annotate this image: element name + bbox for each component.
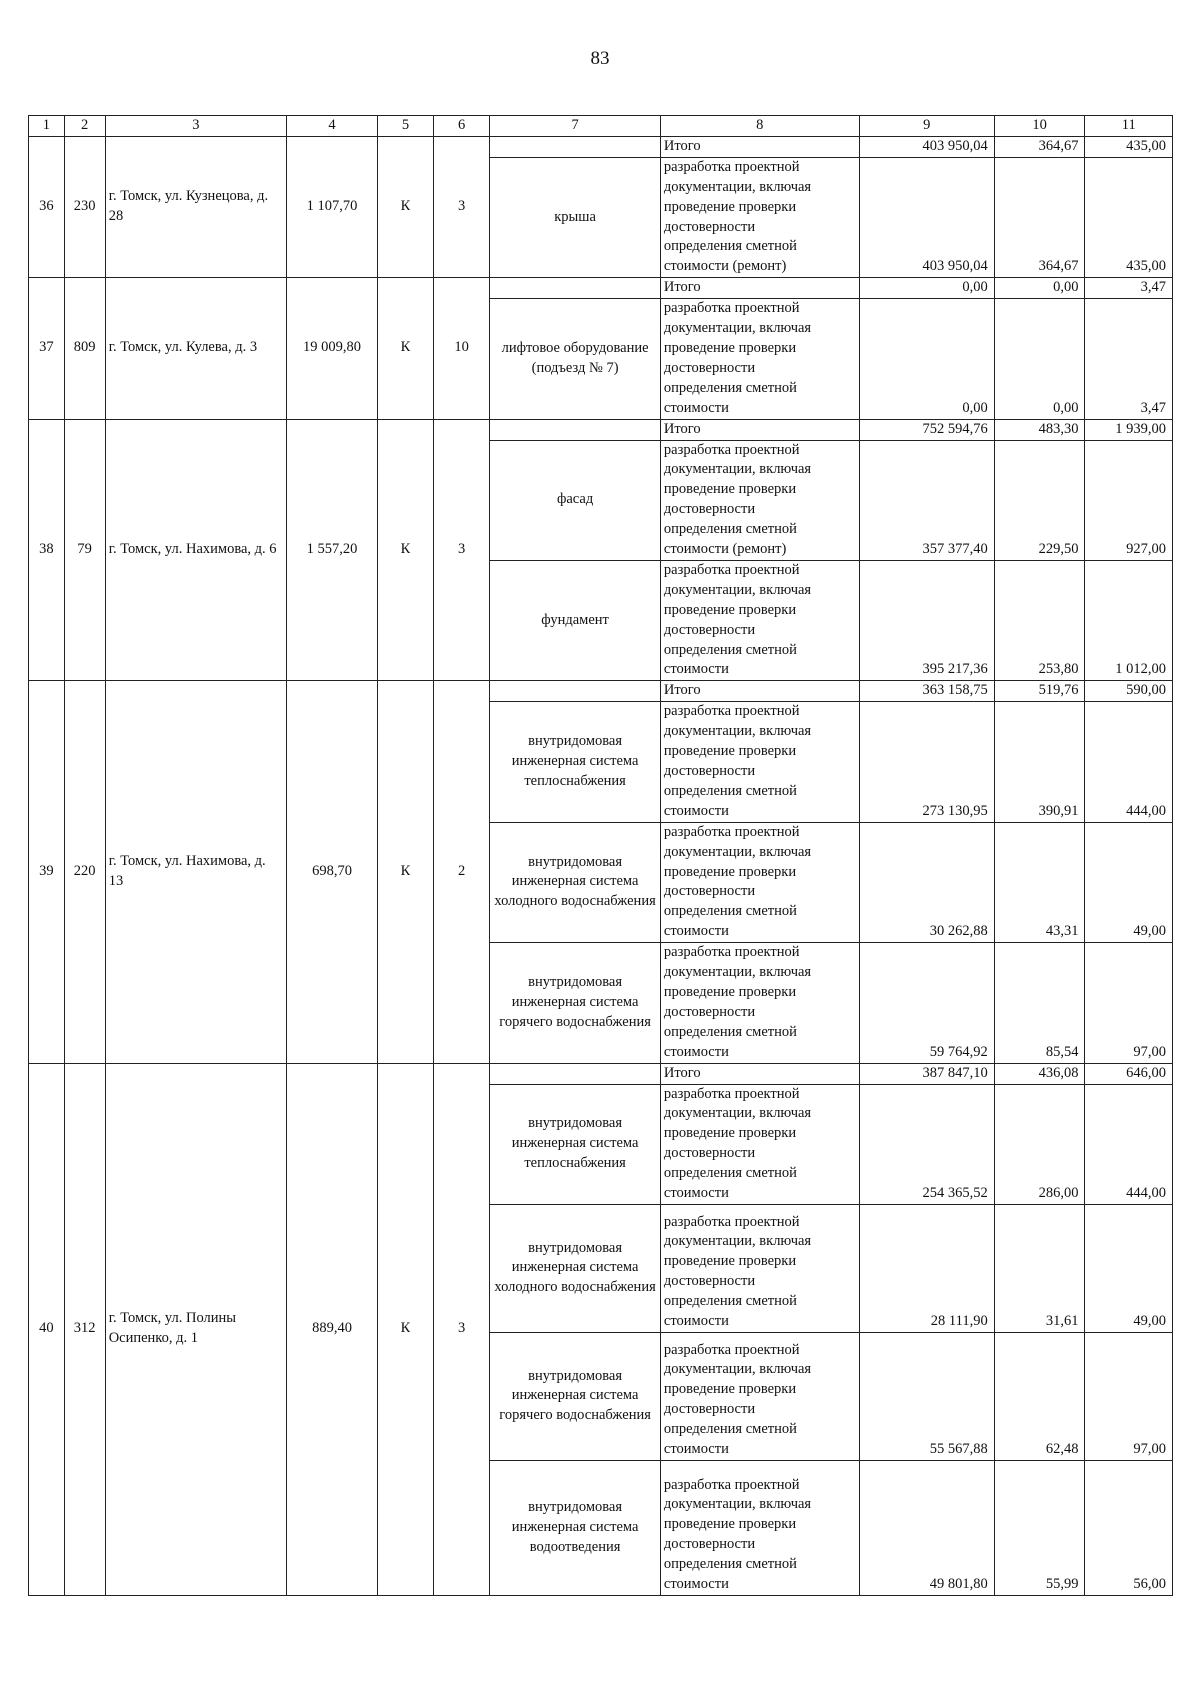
element-limit: 444,00 [1085, 702, 1173, 822]
element-cost-per-m2: 286,00 [994, 1084, 1085, 1204]
element-cost: 59 764,92 [859, 943, 994, 1063]
total-limit: 435,00 [1085, 136, 1173, 157]
column-header: 3 [105, 116, 286, 137]
column-header: 11 [1085, 116, 1173, 137]
total-limit: 3,47 [1085, 278, 1173, 299]
row-number: 38 [29, 419, 65, 681]
work-description: разработка проектной документации, включая проведение проверки достоверности определения сметной стоимости [660, 1204, 859, 1332]
element-cost-per-m2: 390,91 [994, 702, 1085, 822]
element-limit: 49,00 [1085, 822, 1173, 942]
total-cost: 752 594,76 [859, 419, 994, 440]
total-cost-per-m2: 0,00 [994, 278, 1085, 299]
element-cost-per-m2: 364,67 [994, 157, 1085, 277]
building-type: К [377, 419, 433, 681]
column-header: 2 [64, 116, 105, 137]
area: 1 107,70 [287, 136, 378, 277]
element-empty [490, 278, 661, 299]
element-cost-per-m2: 85,54 [994, 943, 1085, 1063]
works-table [28, 115, 1173, 1596]
element-limit: 97,00 [1085, 1332, 1173, 1460]
total-cost-per-m2: 519,76 [994, 681, 1085, 702]
column-header: 9 [859, 116, 994, 137]
itogo-label: Итого [660, 278, 859, 299]
column-header: 1 [29, 116, 65, 137]
itogo-label: Итого [660, 136, 859, 157]
work-description: разработка проектной документации, включая проведение проверки достоверности определения сметной стоимости (ремонт) [660, 157, 859, 277]
total-limit: 1 939,00 [1085, 419, 1173, 440]
work-description: разработка проектной документации, включая проведение проверки достоверности определения сметной стоимости [660, 1460, 859, 1595]
element-limit: 49,00 [1085, 1204, 1173, 1332]
total-cost: 403 950,04 [859, 136, 994, 157]
table-body [29, 116, 1173, 1596]
page-number: 83 [590, 48, 610, 69]
area: 19 009,80 [287, 278, 378, 419]
element-cost: 0,00 [859, 299, 994, 419]
object-id: 809 [64, 278, 105, 419]
element-cost: 395 217,36 [859, 560, 994, 680]
total-cost-per-m2: 483,30 [994, 419, 1085, 440]
element-limit: 1 012,00 [1085, 560, 1173, 680]
table-row-total [29, 136, 1173, 157]
total-cost: 363 158,75 [859, 681, 994, 702]
total-cost-per-m2: 436,08 [994, 1063, 1085, 1084]
element-name: внутридомовая инженерная система водоотведения [490, 1460, 661, 1595]
itogo-label: Итого [660, 1063, 859, 1084]
element-cost-per-m2: 253,80 [994, 560, 1085, 680]
element-limit: 3,47 [1085, 299, 1173, 419]
table-row-total [29, 419, 1173, 440]
element-cost: 403 950,04 [859, 157, 994, 277]
count: 3 [434, 136, 490, 277]
element-name: лифтовое оборудование (подъезд № 7) [490, 299, 661, 419]
element-limit: 97,00 [1085, 943, 1173, 1063]
element-cost-per-m2: 55,99 [994, 1460, 1085, 1595]
total-cost-per-m2: 364,67 [994, 136, 1085, 157]
building-type: К [377, 681, 433, 1063]
area: 698,70 [287, 681, 378, 1063]
address: г. Томск, ул. Нахимова, д. 13 [105, 681, 286, 1063]
total-cost: 0,00 [859, 278, 994, 299]
count: 10 [434, 278, 490, 419]
total-limit: 590,00 [1085, 681, 1173, 702]
element-name: крыша [490, 157, 661, 277]
row-number: 36 [29, 136, 65, 277]
element-cost-per-m2: 0,00 [994, 299, 1085, 419]
address: г. Томск, ул. Нахимова, д. 6 [105, 419, 286, 681]
element-empty [490, 1063, 661, 1084]
element-cost: 49 801,80 [859, 1460, 994, 1595]
row-number: 39 [29, 681, 65, 1063]
object-id: 312 [64, 1063, 105, 1595]
element-name: внутридомовая инженерная система теплоснабжения [490, 702, 661, 822]
table-row-total [29, 278, 1173, 299]
element-cost: 30 262,88 [859, 822, 994, 942]
column-header: 6 [434, 116, 490, 137]
count: 2 [434, 681, 490, 1063]
building-type: К [377, 136, 433, 277]
element-empty [490, 136, 661, 157]
work-description: разработка проектной документации, включая проведение проверки достоверности определения сметной стоимости [660, 943, 859, 1063]
element-empty [490, 681, 661, 702]
building-type: К [377, 1063, 433, 1595]
row-number: 40 [29, 1063, 65, 1595]
element-cost-per-m2: 43,31 [994, 822, 1085, 942]
element-cost-per-m2: 229,50 [994, 440, 1085, 560]
element-name: фасад [490, 440, 661, 560]
object-id: 79 [64, 419, 105, 681]
column-header: 8 [660, 116, 859, 137]
work-description: разработка проектной документации, включая проведение проверки достоверности определения сметной стоимости [660, 299, 859, 419]
count: 3 [434, 419, 490, 681]
element-limit: 435,00 [1085, 157, 1173, 277]
table-row-total [29, 681, 1173, 702]
element-limit: 444,00 [1085, 1084, 1173, 1204]
element-name: внутридомовая инженерная система холодного водоснабжения [490, 822, 661, 942]
itogo-label: Итого [660, 681, 859, 702]
count: 3 [434, 1063, 490, 1595]
element-limit: 927,00 [1085, 440, 1173, 560]
element-cost-per-m2: 62,48 [994, 1332, 1085, 1460]
work-description: разработка проектной документации, включая проведение проверки достоверности определения сметной стоимости [660, 702, 859, 822]
row-number: 37 [29, 278, 65, 419]
header-row [29, 116, 1173, 137]
element-cost: 28 111,90 [859, 1204, 994, 1332]
table-row-total [29, 1063, 1173, 1084]
column-header: 4 [287, 116, 378, 137]
itogo-label: Итого [660, 419, 859, 440]
building-type: К [377, 278, 433, 419]
element-cost: 254 365,52 [859, 1084, 994, 1204]
element-name: внутридомовая инженерная система горячего водоснабжения [490, 943, 661, 1063]
element-name: внутридомовая инженерная система теплоснабжения [490, 1084, 661, 1204]
column-header: 7 [490, 116, 661, 137]
element-name: фундамент [490, 560, 661, 680]
work-description: разработка проектной документации, включая проведение проверки достоверности определения сметной стоимости [660, 822, 859, 942]
address: г. Томск, ул. Кулева, д. 3 [105, 278, 286, 419]
element-cost: 273 130,95 [859, 702, 994, 822]
element-cost: 55 567,88 [859, 1332, 994, 1460]
area: 1 557,20 [287, 419, 378, 681]
element-cost-per-m2: 31,61 [994, 1204, 1085, 1332]
element-name: внутридомовая инженерная система холодного водоснабжения [490, 1204, 661, 1332]
object-id: 220 [64, 681, 105, 1063]
element-name: внутридомовая инженерная система горячего водоснабжения [490, 1332, 661, 1460]
address: г. Томск, ул. Полины Осипенко, д. 1 [105, 1063, 286, 1595]
element-cost: 357 377,40 [859, 440, 994, 560]
total-cost: 387 847,10 [859, 1063, 994, 1084]
address: г. Томск, ул. Кузнецова, д. 28 [105, 136, 286, 277]
object-id: 230 [64, 136, 105, 277]
total-limit: 646,00 [1085, 1063, 1173, 1084]
work-description: разработка проектной документации, включая проведение проверки достоверности определения сметной стоимости [660, 1084, 859, 1204]
work-description: разработка проектной документации, включая проведение проверки достоверности определения сметной стоимости [660, 1332, 859, 1460]
element-empty [490, 419, 661, 440]
column-header: 10 [994, 116, 1085, 137]
area: 889,40 [287, 1063, 378, 1595]
element-limit: 56,00 [1085, 1460, 1173, 1595]
work-description: разработка проектной документации, включая проведение проверки достоверности определения сметной стоимости (ремонт) [660, 440, 859, 560]
column-header: 5 [377, 116, 433, 137]
work-description: разработка проектной документации, включая проведение проверки достоверности определения сметной стоимости [660, 560, 859, 680]
